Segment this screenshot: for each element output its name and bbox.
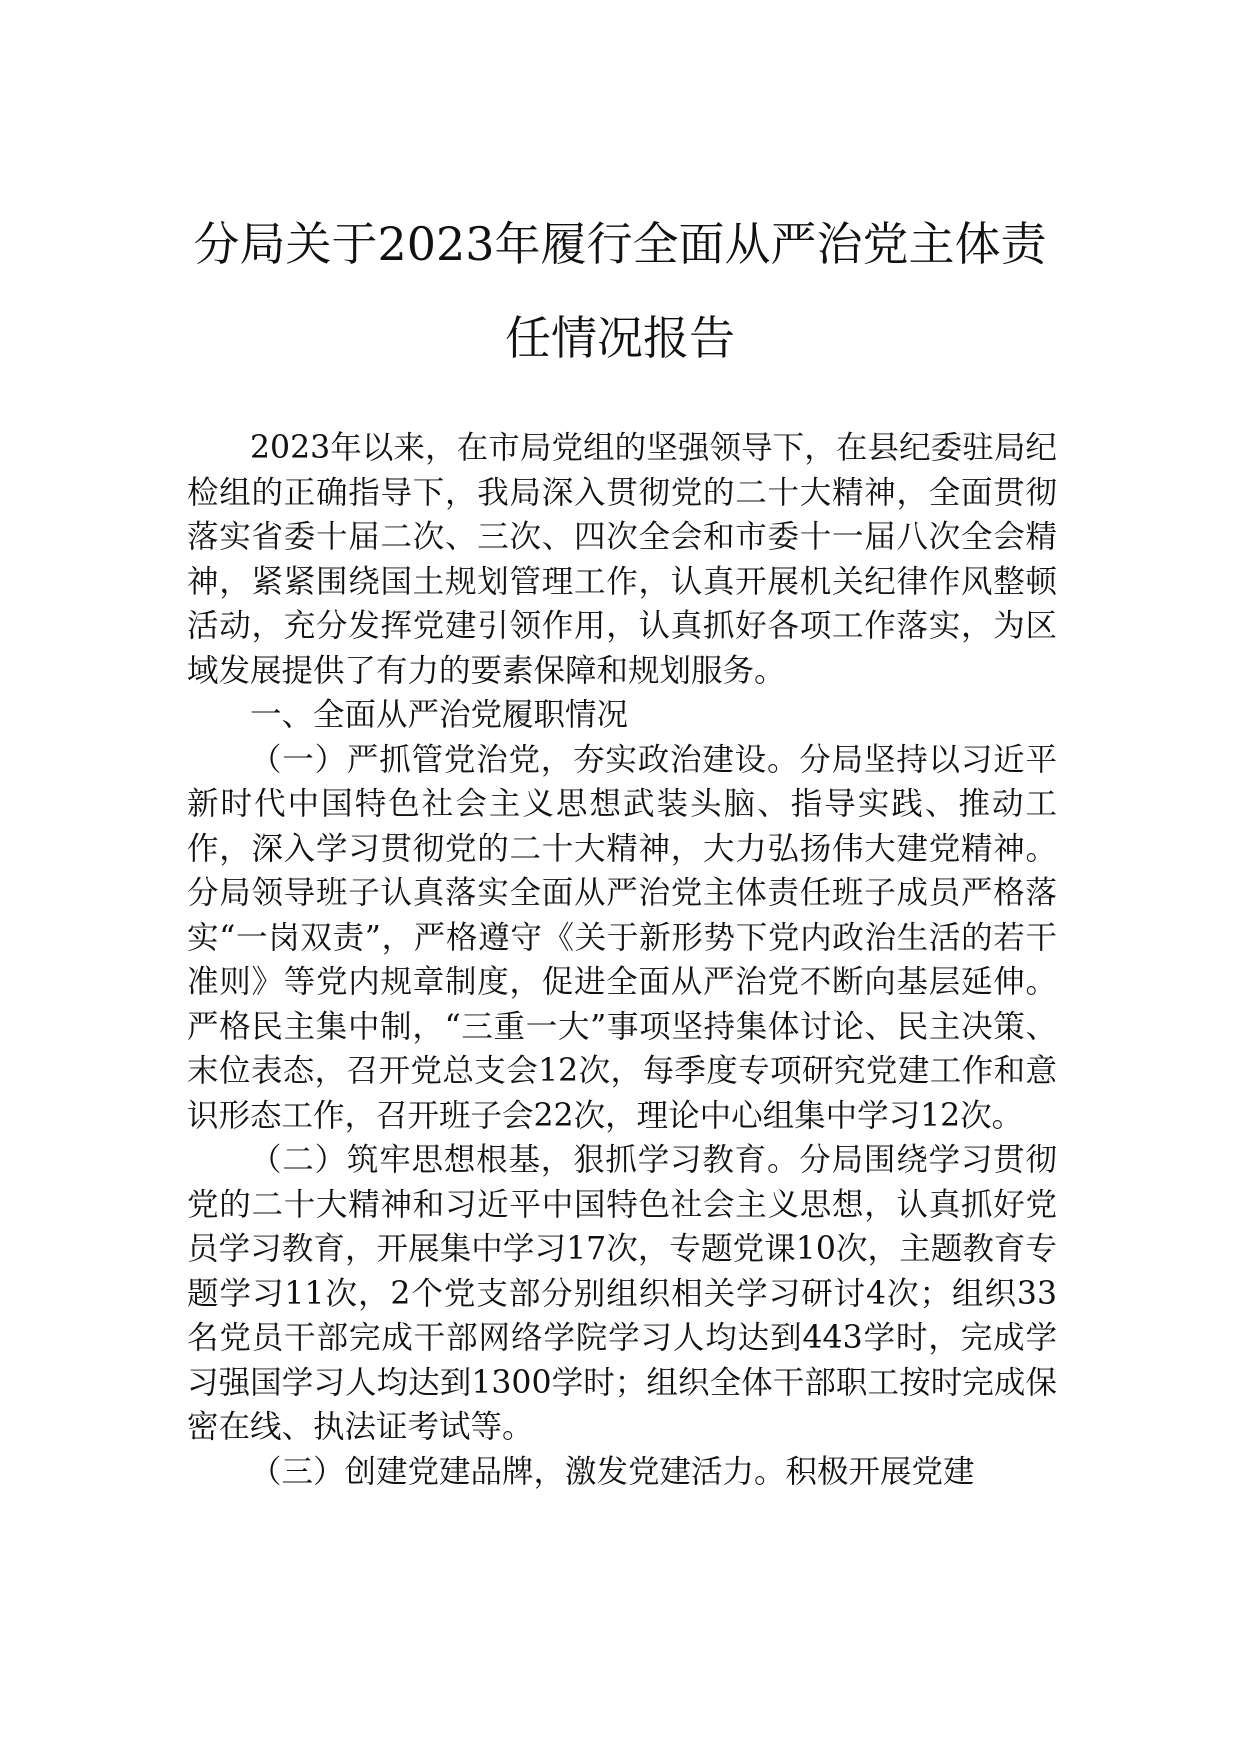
- intro-paragraph: 2023年以来，在市局党组的坚强领导下，在县纪委驻局纪检组的正确指导下，我局深入贯彻党的二十大精神，全面贯彻落实省委十届二次、三次、四次全会和市委十一届八次全会精神，紧紧围绕国土规划管理工作，认真开展机关纪律作风整顿活动，充分发挥党建引领作用，认真抓好各项工作落实，为区域发展提供了有力的要素保障和规划服务。: [187, 430, 1057, 689]
- paragraph-2: （二）筑牢思想根基，狠抓学习教育。分局围绕学习贯彻党的二十大精神和习近平中国特色社会主义思想，认真抓好党员学习教育，开展集中学习17次，专题党课10次，主题教育专题学习11次，2个党支部分别组织相关学习研讨4次；组织33名党员干部完成干部网络学院学习人均达到443学时，完成学习强国学习人均达到1300学时；组织全体干部职工按时完成保密在线、执法证考试等。: [187, 1142, 1057, 1445]
- document-body: [187, 426, 1057, 1494]
- document-title-line-2: 任情况报告: [505, 311, 735, 365]
- section-heading-1: 一、全面从严治党履职情况: [250, 697, 629, 733]
- paragraph-3: （三）创建党建品牌，激发党建活力。积极开展党建: [250, 1453, 975, 1490]
- paragraph-1: （一）严抓管党治党，夯实政治建设。分局坚持以习近平新时代中国特色社会主义思想武装头脑、指导实践、推动工作，深入学习贯彻党的二十大精神，大力弘扬伟大建党精神。分局领导班子认真落实全面从严治党主体责任班子成员严格落实“一岗双责”，严格遵守《关于新形势下党内政治生活的若干准则》等党内规章制度，促进全面从严治党不断向基层延伸。严格民主集中制，“三重一大”事项坚持集体讨论、民主决策、末位表态，召开党总支会12次，每季度专项研究党建工作和意识形态工作，召开班子会22次，理论中心组集中学习12次。: [187, 741, 1057, 1134]
- document-title-line-1: 分局关于2023年履行全面从严治党主体责: [193, 217, 1047, 271]
